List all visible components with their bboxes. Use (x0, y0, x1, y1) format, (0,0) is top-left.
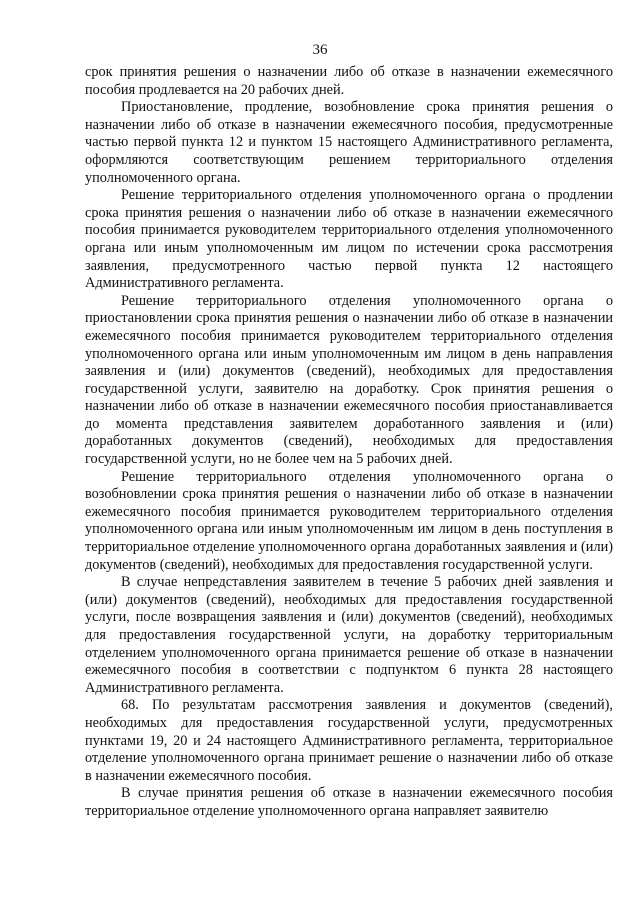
document-body (85, 64, 613, 821)
page-number: 36 (312, 42, 328, 58)
paragraph: Решение территориального отделения уполномоченного органа о продлении срока принятия решения о назначении либо об отказе в назначении ежемесячного пособия принимается руководителем территориального отделения уполномоченного органа или иным уполномоченным им лицом по истечении срока рассмотрения заявления, предусмотренного частью первой пункта 12 настоящего Административного регламента. (85, 187, 613, 292)
paragraph-continuation: срок принятия решения о назначении либо об отказе в назначении ежемесячного пособия продлевается на 20 рабочих дней. (85, 64, 613, 98)
paragraph: В случае принятия решения об отказе в назначении ежемесячного пособия территориальное отделение уполномоченного органа направляет заявителю (85, 785, 613, 819)
paragraph: Решение территориального отделения уполномоченного органа о приостановлении срока принятия решения о назначении либо об отказе в назначении ежемесячного пособия принимается руководителем территориального отделения уполномоченного органа или иным уполномоченным им лицом в день направления заявления и (или) документов (сведений), необходимых для предоставления государственной услуги, заявителю на доработку. Срок принятия решения о назначении либо об отказе в назначении ежемесячного пособия приостанавливается до момента представления заявителем доработанного заявления и (или) доработанных документов (сведений), необходимых для предоставления государственной услуги, но не более чем на 5 рабочих дней. (85, 292, 613, 468)
paragraph: Приостановление, продление, возобновление срока принятия решения о назначении либо об отказе в назначении ежемесячного пособия, предусмотренные частью первой пункта 12 и пунктом 15 настоящего Административного регламента, оформляются соответствующим решением территориального отделения уполномоченного органа. (85, 99, 613, 186)
paragraph: В случае непредставления заявителем в течение 5 рабочих дней заявления и (или) документов (сведений), необходимых для предоставления государственной услуги, после возвращения заявления и (или) документов (сведений), необходимых для предоставления государственной услуги, на доработку территориальным отделением уполномоченного органа принимается решение об отказе в назначении ежемесячного пособия в соответствии с подпунктом 6 пункта 28 настоящего Административного регламента. (85, 574, 613, 696)
paragraph-item-68: 68. По результатам рассмотрения заявления и документов (сведений), необходимых для предоставления государственной услуги, предусмотренных пунктами 19, 20 и 24 настоящего Административного регламента, территориальное отделение уполномоченного органа принимает решение о назначении либо об отказе в назначении ежемесячного пособия. (85, 697, 613, 784)
paragraph: Решение территориального отделения уполномоченного органа о возобновлении срока принятия решения о назначении либо об отказе в назначении ежемесячного пособия принимается руководителем территориального отделения уполномоченного органа или иным уполномоченным им лицом в день поступления в территориальное отделение уполномоченного органа доработанных заявления и (или) документов (сведений), необходимых для предоставления государственной услуги. (85, 468, 613, 573)
